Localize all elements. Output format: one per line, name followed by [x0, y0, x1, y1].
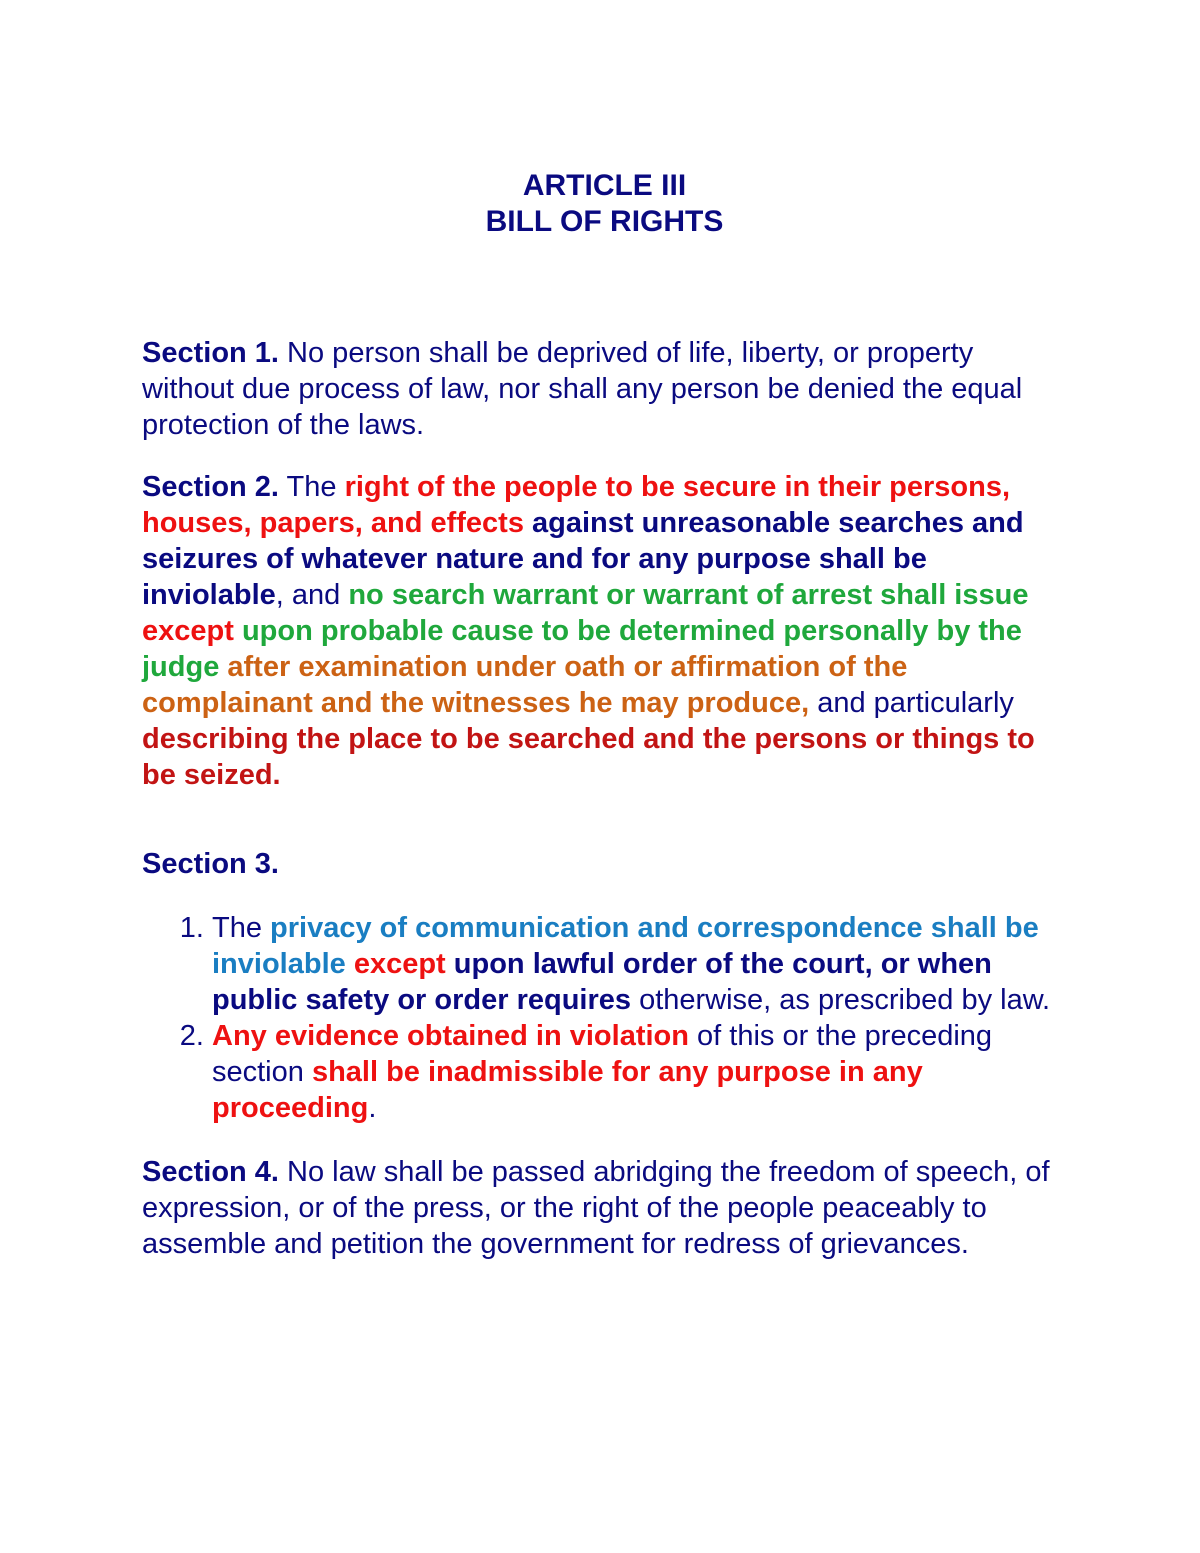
list-item — [212, 910, 1067, 1018]
section-2-label: Section 2. — [142, 471, 279, 503]
section-2-highlight-probable-cause: upon probable cause to be determined personally by the judge — [142, 615, 1022, 683]
section-3-item-1-text-2: upon lawful order of the court, or when public safety or order requires — [212, 948, 992, 1016]
section-1 — [142, 335, 1067, 443]
section-1-label: Section 1. — [142, 337, 279, 369]
section-4-label: Section 4. — [142, 1156, 279, 1188]
section-2-highlight-except: except — [142, 615, 234, 647]
section-2-highlight-right: right of the people to be secure in their persons, houses, papers, and effects — [142, 471, 1011, 539]
section-3-highlight-except: except — [345, 948, 446, 980]
section-3-item-1-text-3: otherwise, as prescribed by law. — [631, 984, 1051, 1016]
section-1-text: No person shall be deprived of life, liberty, or property without due process of law, nor shall any person be denied the equal protection of the laws. — [142, 337, 1023, 441]
section-3-item-2-text-1: of this or the preceding section — [212, 1020, 993, 1088]
section-3-item-2-text-2: . — [368, 1092, 377, 1124]
section-3-highlight-privacy: privacy of communication and correspondence shall be inviolable — [212, 912, 1039, 980]
section-2-text-1: The — [279, 471, 345, 503]
section-3-list — [142, 910, 1067, 1126]
article-title: BILL OF RIGHTS — [485, 205, 724, 238]
section-3-highlight-inadmissible: shall be inadmissible for any purpose in any proceeding — [212, 1056, 923, 1124]
section-2 — [142, 469, 1067, 793]
section-4 — [142, 1154, 1067, 1262]
section-2-text-3: , and — [275, 579, 349, 611]
document-page — [142, 168, 1067, 1262]
section-3-highlight-evidence: Any evidence obtained in violation — [212, 1020, 689, 1052]
section-2-highlight-warrant: no search warrant or warrant of arrest shall issue — [348, 579, 1029, 611]
list-item — [212, 1018, 1067, 1126]
section-3-item-1-text-1: The — [212, 912, 271, 944]
section-3-label: Section 3. — [142, 848, 279, 880]
section-2-highlight-describing: describing the place to be searched and the persons or things to be seized. — [142, 723, 1035, 791]
section-2-text-4: and particularly — [809, 687, 1014, 719]
section-2-text-2: against unreasonable searches and seizures of whatever nature and for any purpose shall be inviolable — [142, 507, 1024, 611]
section-4-text: No law shall be passed abridging the freedom of speech, of expression, or of the press, or the right of the people peaceably to assemble and petition the government for redress of grievances. — [142, 1156, 1050, 1260]
section-2-highlight-examination: after examination under oath or affirmation of the complainant and the witnesses he may produce, — [142, 651, 908, 719]
article-heading: ARTICLE III — [522, 169, 687, 202]
